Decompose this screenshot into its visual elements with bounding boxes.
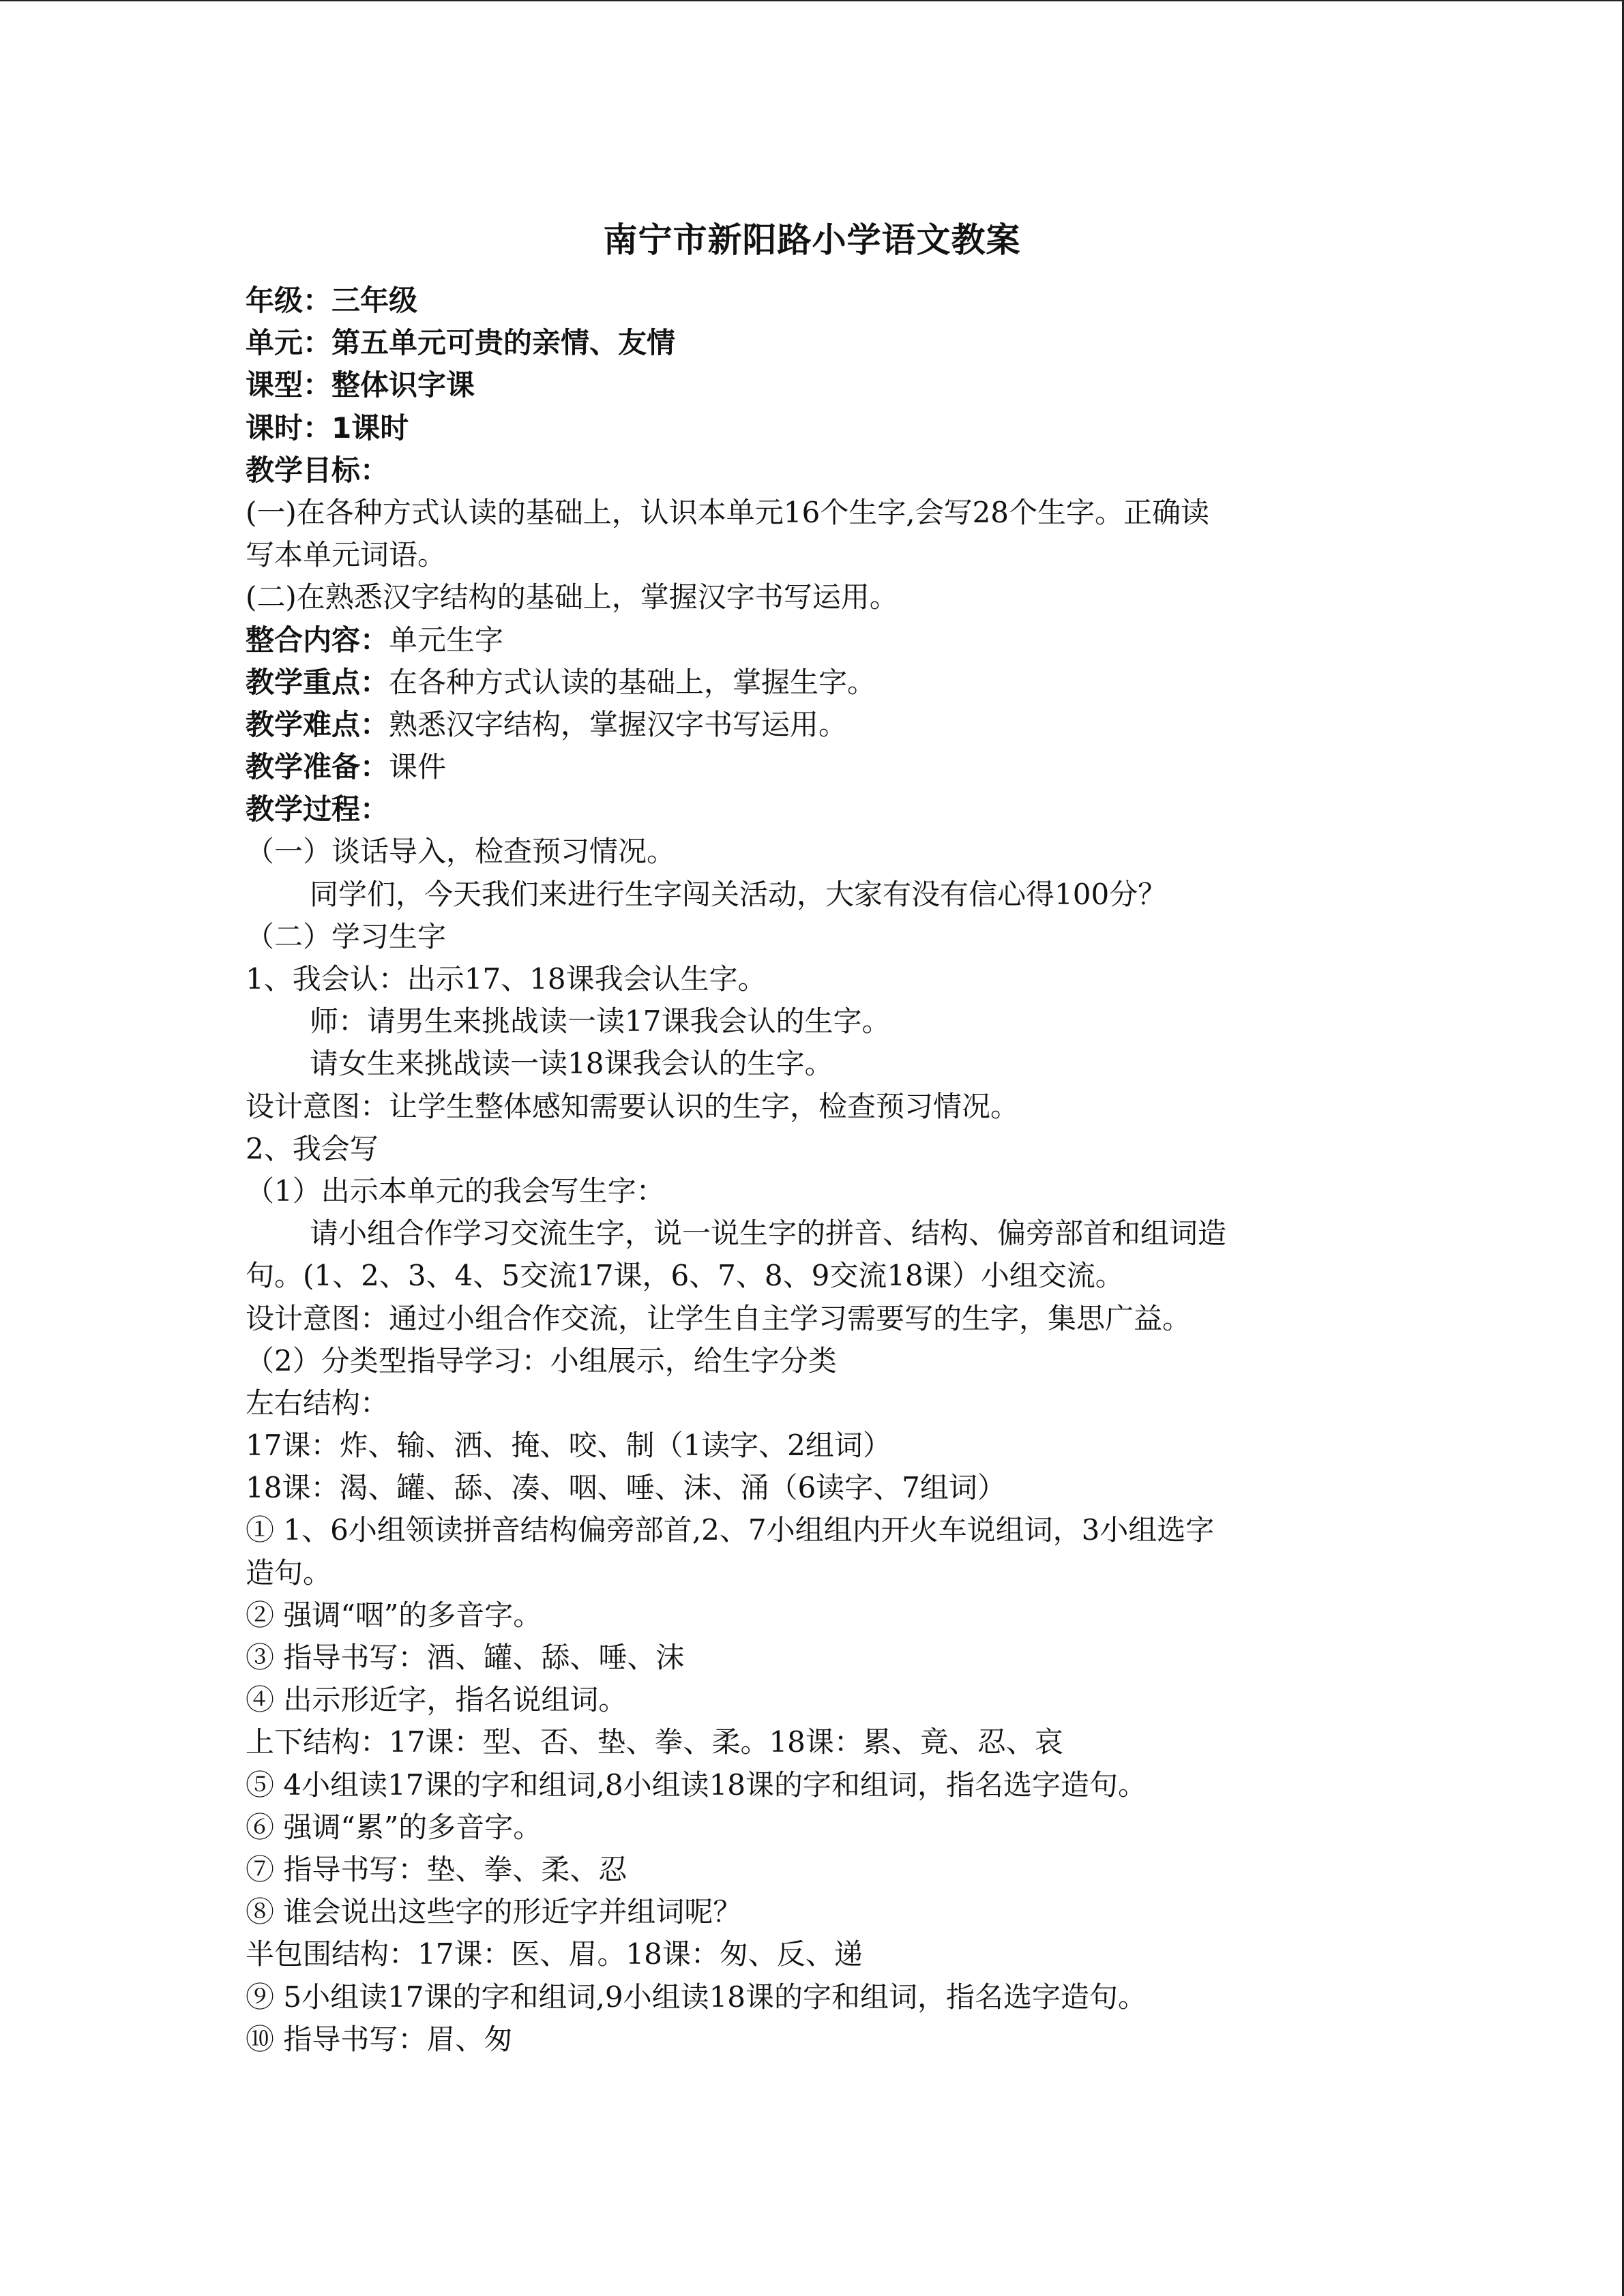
process-line: 设计意图：让学生整体感知需要认识的生字，检查预习情况。 bbox=[246, 1089, 1020, 1123]
field-unit: 单元：第五单元可贵的亲情、友情 bbox=[246, 326, 676, 360]
process-line: ⑦ 指导书写：垫、拳、柔、忍 bbox=[246, 1852, 628, 1886]
process-line: ④ 出示形近字，指名说组词。 bbox=[246, 1683, 628, 1717]
process-line: 请小组合作学习交流生字，说一说生字的拼音、结构、偏旁部首和组词造 bbox=[310, 1217, 1227, 1251]
process-line: ⑧ 谁会说出这些字的形近字并组词呢？ bbox=[246, 1895, 742, 1929]
process-line: 左右结构： bbox=[246, 1386, 389, 1420]
document-title: 南宁市新阳路小学语文教案 bbox=[603, 220, 1021, 260]
process-line: 17课：炸、输、洒、掩、咬、制（1读字、2组词） bbox=[246, 1429, 891, 1463]
field-integrated-content: 整合内容：单元生字 bbox=[246, 623, 504, 657]
process-line: （1）出示本单元的我会写生字： bbox=[246, 1174, 665, 1208]
field-key-point: 教学重点：在各种方式认读的基础上，掌握生字。 bbox=[246, 665, 876, 699]
process-line: ① 1、6小组领读拼音结构偏旁部首,2、7小组组内开火车说组词，3小组选字 bbox=[246, 1513, 1215, 1547]
process-line: 造句。 bbox=[246, 1555, 332, 1590]
process-line: 18课：渴、罐、舔、凑、咽、唾、沫、涌（6读字、7组词） bbox=[246, 1471, 1006, 1505]
process-line: 师：请男生来挑战读一读17课我会认的生字。 bbox=[310, 1004, 891, 1039]
goals-heading: 教学目标： bbox=[246, 453, 389, 487]
process-heading: 教学过程： bbox=[246, 792, 389, 826]
goal-line: (一)在各种方式认读的基础上，认识本单元16个生字,会写28个生字。正确读 bbox=[246, 495, 1210, 529]
process-line: ② 强调“咽”的多音字。 bbox=[246, 1598, 542, 1632]
page-border-top bbox=[0, 0, 1624, 1]
document-body bbox=[246, 280, 1378, 2061]
process-line: （二）学习生字 bbox=[246, 919, 447, 953]
process-line: 设计意图：通过小组合作交流，让学生自主学习需要写的生字，集思广益。 bbox=[246, 1301, 1192, 1335]
process-line: 请女生来挑战读一读18课我会认的生字。 bbox=[310, 1047, 833, 1081]
process-line: ⑥ 强调“累”的多音字。 bbox=[246, 1810, 542, 1844]
process-line: 半包围结构：17课：医、眉。18课：匆、反、递 bbox=[246, 1937, 863, 1971]
process-line: 同学们，今天我们来进行生字闯关活动，大家有没有信心得100分？ bbox=[310, 877, 1167, 911]
process-line: ⑤ 4小组读17课的字和组词,8小组读18课的字和组词，指名选字造句。 bbox=[246, 1768, 1147, 1802]
process-line: ⑩ 指导书写：眉、匆 bbox=[246, 2022, 513, 2056]
process-line: （2）分类型指导学习：小组展示，给生字分类 bbox=[246, 1343, 837, 1377]
goal-line: 写本单元词语。 bbox=[246, 538, 447, 572]
field-grade: 年级：三年级 bbox=[246, 284, 418, 317]
field-difficulty: 教学难点：熟悉汉字结构，掌握汉字书写运用。 bbox=[246, 707, 848, 741]
field-preparation: 教学准备：课件 bbox=[246, 750, 447, 784]
goal-line: (二)在熟悉汉字结构的基础上，掌握汉字书写运用。 bbox=[246, 580, 898, 614]
process-line: ③ 指导书写：酒、罐、舔、唾、沫 bbox=[246, 1641, 685, 1674]
process-line: 1、我会认：出示17、18课我会认生字。 bbox=[246, 962, 767, 996]
field-class-hours: 课时：1课时 bbox=[246, 411, 409, 445]
process-line: 句。(1、2、3、4、5交流17课，6、7、8、9交流18课）小组交流。 bbox=[246, 1259, 1124, 1293]
process-line: 2、我会写 bbox=[246, 1131, 379, 1165]
process-line: ⑨ 5小组读17课的字和组词,9小组读18课的字和组词，指名选字造句。 bbox=[246, 1980, 1147, 2014]
field-lesson-type: 课型：整体识字课 bbox=[246, 368, 475, 402]
process-line: （一）谈话导入，检查预习情况。 bbox=[246, 835, 676, 869]
process-line: 上下结构：17课：型、否、垫、拳、柔。18课：累、竟、忍、哀 bbox=[246, 1725, 1063, 1759]
